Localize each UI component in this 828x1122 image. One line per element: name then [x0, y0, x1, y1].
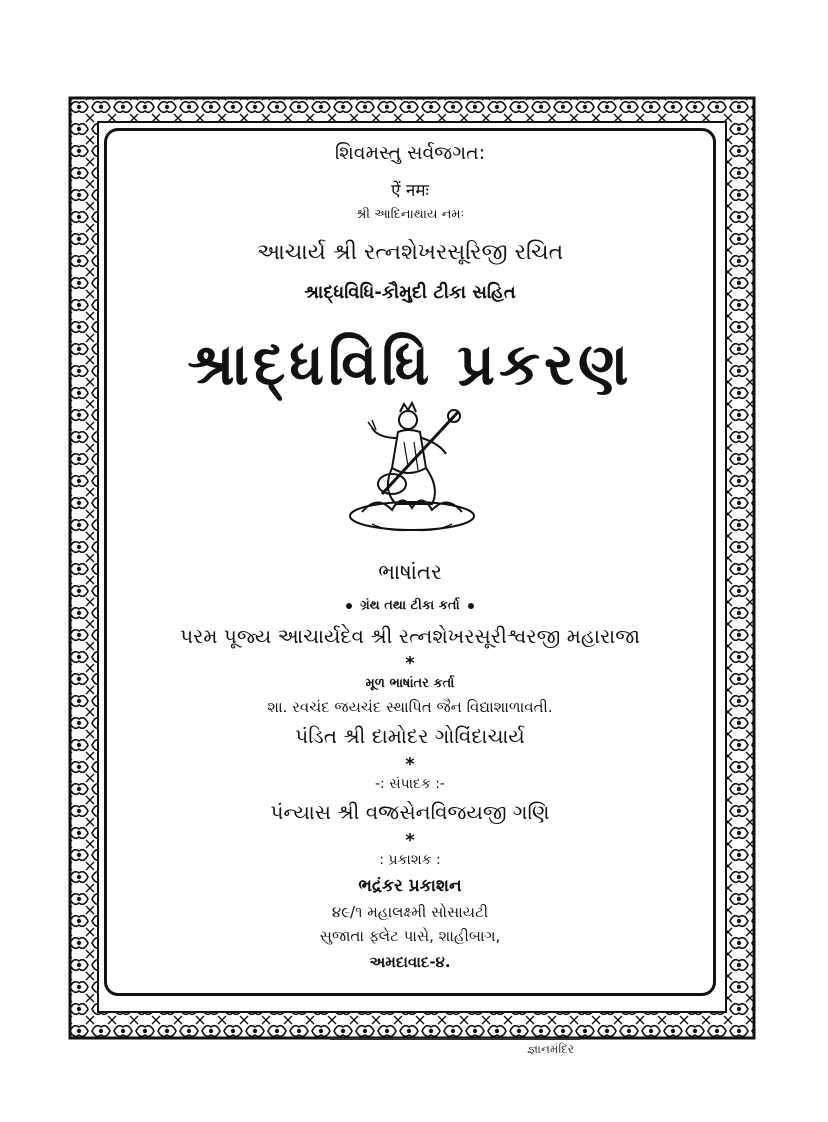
invocation-shivamastu: શિવમસ્તુ સર્વજગત: [334, 142, 486, 164]
publisher-name: ભદ્રંકર પ્રકાશન [358, 876, 462, 896]
author-name: પરમ પૂજ્ય આચાર્યદેવ શ્રી રત્નશેખરસૂરીશ્વરજી મહારાજા [180, 624, 640, 648]
publisher-address-line-3: અમદાવાદ-૪. [369, 953, 451, 971]
editor-label: -: સંપાદક :- [374, 776, 445, 792]
author-label-row [104, 598, 716, 613]
pandit-name: પંડિત શ્રી દામોદર ગોવિંદાચાર્ય [295, 724, 525, 748]
library-stamp [330, 1030, 580, 1058]
saraswati-with-veena-icon [342, 398, 482, 542]
book-title: શ્રાદ્ધવિધિ પ્રકરણ [187, 330, 633, 398]
separator-star: * [405, 653, 415, 674]
separator-star: * [405, 754, 415, 775]
stamp-text: જ્ઞાનમંદિર [527, 1042, 574, 1056]
translation-label: ભાષાંતર [378, 560, 442, 584]
institution-line: શા. રવચંદ જયચંદ સ્થાપિત જૈન વિદ્યાશાળાવતી. [267, 698, 553, 716]
author-label: ગ્રંથ તથા ટીકા કર્તા [360, 598, 460, 613]
separator-star: * [405, 830, 415, 851]
editor-name: પંન્યાસ શ્રી વજ્રસેનવિજયજી ગણિ [270, 800, 550, 824]
stamp-rule [330, 1038, 580, 1040]
bullet-icon [468, 603, 474, 609]
invocation-adinath: શ્રી આદિનાથાય નમઃ [355, 207, 465, 222]
original-translator-label: મૂળ ભાષાંતર કર્તા [365, 676, 455, 691]
invocation-aim-namah: ऐं नमः [391, 181, 429, 201]
publisher-label: : પ્રકાશક : [379, 852, 441, 868]
publisher-address-line-2: સુજાતા ફ્લેટ પાસે, શાહીબાગ, [319, 927, 501, 945]
author-line: આચાર્ય શ્રી રત્નશેખરસૂરિજી રચિત [256, 240, 564, 265]
commentary-line: શ્રાદ્ધવિધિ-કૌમુદી ટીકા સહિત [304, 282, 516, 303]
publisher-address-line-1: ૪૯/૧ મહાલક્ષ્મી સોસાયટી [331, 903, 489, 921]
bullet-icon [346, 603, 352, 609]
